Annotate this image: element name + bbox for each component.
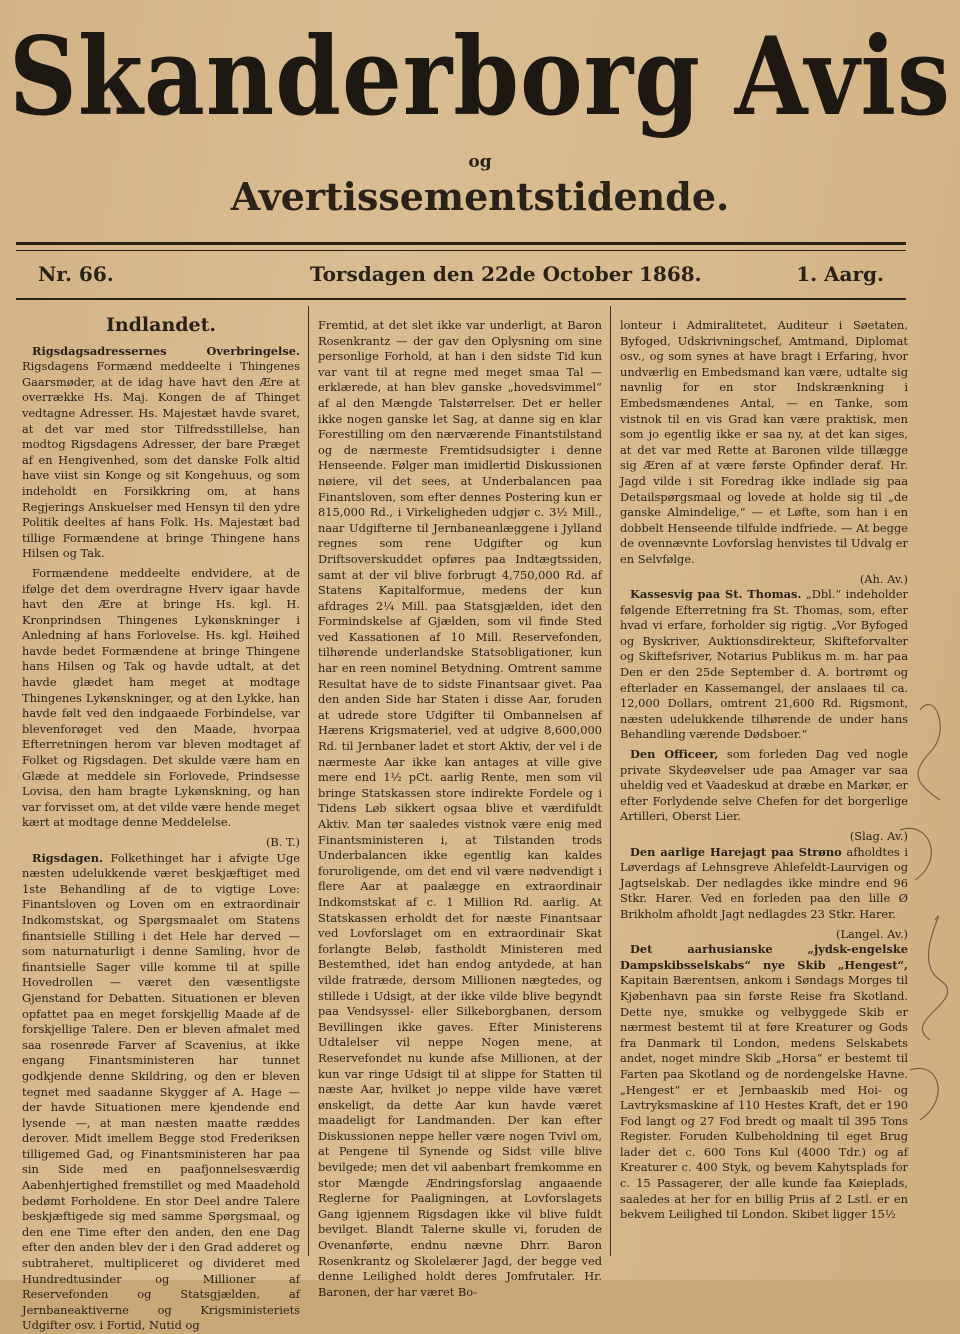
article-source: (Ah. Av.) [859,571,908,586]
article-dampskib: Det aarhusianske „jydsk-engelske Dampskibsselskabs“ nye Skib „Hengest“, Kapitain Bærentsen, ankom i Søndags Morges til Kjøbenhavn paa sin første Reise fra Skotland. Dette nye, smukke og velbyggede Skib er nærmest bestemt til at føre Kreaturer og Gods fra Danmark til London, medens Selskabets andet, noget mindre Skib „Horsa“ er bestemt til Farten paa Skotland og de nordengelske Havne. „Hengest“ er et Jernbaaskib med Hoi- og Lavtryksmaskine af 110 Hestes Kraft, det er 190 Fod langt og 27 Fod bredt og maalt til 395 Tons Register. Foruden Kulbeholdning til eget Brug lader det c. 600 Tons Kul (4000 Tdr.) og af Kreaturer c. 400 Styk, og bevem Kahytsplads for c. 15 Passagerer, der alle kunde faa Køieplads, saaledes at her for en billig Priis af 2 Lstl. er en bekvem Leilighed til London. Skibet ligger 15½ [620,942,908,1222]
article-lead: Den Officeer, [630,747,719,762]
column-divider-1 [308,306,309,1256]
newspaper-title: Skanderborg Avis [8,14,952,141]
title-conjunction: og [468,152,492,172]
column-divider-2 [610,306,611,1256]
article-kassesvig: Kassesvig paa St. Thomas. „Dbl.“ indeholder følgende Efterretning fra St. Thomas, som, efter hvad vi erfare, forholder sig rigtig. „Vor Byfoged og Byskriver, Auktionsdirekteur, Skifteforvalter og Skiftefsriver, Notarius Publikus m. m. har paa Den er den 25de September d. A. bortrømt og efterlader en Kassemangel, der anslaaes til ca. 12,000 Dollars, omtrent 21,600 Rd. Rigsmont, næsten udelukkende tilhørende de under hans Behandling værende Dødsboer.“ [620,587,909,742]
column-3 [620,318,908,1258]
issue-number: Nr. 66. [38,262,114,286]
volume: 1. Aarg. [796,262,884,286]
article-paragraph: Formændene meddeelte endvidere, at de ifølge det dem overdragne Hverv igaar havde havt den Ære at bringe Hs. kgl. H. Kronprindsen Thingenes Lykønskninger i Anledning af hans Forlovelse. Hs. kgl. Høihed havde bedet Formændene at bringe Thingene hans Hilsen og Tak og havde udtalt, at det havde glædet ham meget at modtage Thingenes Lykønskninger, og at den Lykke, han havde følt ved den indgaaede Forbindelse, var blevenforøget ved den Maade, hvorpaa Efterretningen herom var bleven modtaget af Folket og Rigsdagen. Det skulde være ham en Glæde at meddele sin Forlovede, Prindsesse Lovisa, den ham bragte Lykønskning, og han var forvisset om, at det vilde være hende meget kært at modtage denne Meddelelse. [22,565,300,830]
section-heading: Indlandet. [105,314,217,336]
article-paragraph: Fremtid, at det slet ikke var underligt, at Baron Rosenkrantz — der gav den Oplysning om sine personlige Forhold, at han i den sidste Tid kun var vant til at regne med meget smaa Tal — erklærede, at han blev ganske „hovedsvimmel“ af al den Mængde Talstørrelser. Det er heller ikke nogen ganske let Sag, at danne sig en klar Forestilling om den nærværende Finantstilstand og de nærmeste Fremtidsudsigter i denne Henseende. Følger man imidlertid Diskussionen nøiere, vil det sees, at Underbalancen paa Finantsloven, som efter dennes Postering kun er 815,000 Rd., i Virkeligheden udgjør c. 3½ Mill., naar Udgifterne til Jernbaneanlæggene i Jylland regnes som rene Udgifter og kun Driftsoverskuddet opføres paa Indtægtssiden, samt at der vil blive forbrugt 4,750,000 Rd. af Statens Kapitalformue, medens der kun afdrages 2¼ Mill. paa Statsgjælden, idet den Formindskelse af Gjælden, som vil finde Sted ved Kassationen af 10 Mill. Reservefonden, tilhørende underlandske Statsobligationer, kun har en reen nominel Betydning. Omtrent samme Resultat have de to sidste Finantsaar givet. Paa den anden Side har Staten i disse Aar, foruden at udrede store Udgifter til Ombannelsen af Hærens Krigsmateriel, ved at udgive 8,600,000 Rd. til Jernbaner ladet et stort Aktiv, der vel i de nærmeste Aar ikke kan antages at ville give mere end 1½ pCt. aarlig Rente, men som vil bringe Statskassen store indirekte Fordele og i Tidens Løb sikkert ogsaa blive et værdifuldt Aktiv. Man tør saaledes vistnok være enig med Finantsministeren i, at Tilstanden trods Underbalancen ikke egentlig kan kaldes foruroligende, om det end vil være nødvendigt i flere Aar at paalægge en extraordinair Indkomstskat af c. 1 Million Rd. aarlig. At Statskassen erholdt det for næste Finantsaar ved Lovforslaget om en extraordinair Skat forlangte Beløb, fastholdt Ministeren med Bestemthed, idet han endog antydede, at han vilde fratræde, dersom Millionen nægtedes, og stillede i Udsigt, at der ikke vilde blive begyndt paa Vendsyssel- eller Silkeborgbanen, dersom Bevillingen ikke gaves. Efter Ministerens Udtalelser vil neppe Nogen mene, at Reservefondet nu kunde afse Millionen, at der kun var ringe Udsigt til at slippe for Statten til næste Aar, hvilket jo neppe vilde have været ønskeligt, da dette Aar kun havde været maadeligt for Landmanden. Der kan efter Diskussionen neppe heller være nogen Tvivl om, at Pengene til Synende og Sidst ville blive bevilgede; men det vil aabenbart fremkomme en stor Mængde Ændringsforslag angaaende Reglerne for Paaligningen, at Lovforslagets Gang igjennem Rigsdagen ikke vil blive fuldt bevilget. Blandt Talerne skulle vi, foruden de Ovenanførte, endnu nævne Dhrr. Baron Rosenkrantz og Skolelærer Jagd, der begge ved denne Leilighed holdt deres Jomfrutaler. Hr. Baronen, der har været Bo- [318,318,602,1299]
article-harejagt: Den aarlige Harejagt paa Strøno afholdtes i Løverdags af Lehnsgreve Ahlefeldt-Laurvigen og Jagtselskab. Der nedlagdes ikke mindre end 96 Stkr. Harer. Ved en forleden paa den lille Ø Brikholm afholdt Jagt nedlagdes 23 Stkr. Harer. [620,844,908,921]
article-lead: Rigsdagsadressernes Overbringelse. [32,343,300,358]
article-source: (Langel. Av.) [836,926,908,941]
article-rigsdagen: Rigsdagen. Folkethinget har i afvigte Uge næsten udelukkende været beskjæftiget med 1ste Behandling af de to vigtige Love: Finantsloven og Loven om en extraordinair Indkomstskat, og Spørgsmaalet om Statens finantsielle Stilling i det Hele har derved — som naturnaturligt i denne Samling, hvor de finantsielle Sager ville komme til at spille Hovedrollen — været den væsentligste Gjenstand for Debatten. Situationen er bleven opfattet paa en meget forskjellig Maade af de forskjellige Talere. Den er bleven afmalet med saa rosenrøde Farver af Scavenius, at ikke engang Finantsministeren har tunnet godkjende denne Skildring, og den er bleven tegnet med saadanne Skygger af A. Hage — der havde Situationen mere kjendende end lysende —, at man næsten maatte ræddes derover. Midt imellem Begge stod Frederiksen tilligemed Gad, og Finantsministeren har paa sin Side med en paafjonnelsesværdig Aabenhjertighed fremstillet og med Maadehold bedømt Forholdene. En stor Deel andre Talere beskjæftigede sig med samme Spørgsmaal, og den ene Time efter den anden, den ene Dag efter den anden blev der i den Grad adderet og subtraheret, multipliceret og divideret med Hundredtusinder og Millioner af Reservefonden og Statsgjælden, af Jernbaneaktiverne og Krigsministeriets Udgifter osv. i Fortid, Nutid og [22,850,301,1333]
newspaper-subtitle: Avertissementstidende. [230,174,730,219]
article-source: (Slag. Av.) [849,829,908,843]
article-lead: Rigsdagen. [32,850,103,865]
masthead-rule-thin [16,250,906,251]
column-2 [318,318,602,1299]
article-paragraph: lonteur i Admiralitetet, Auditeur i Søetaten, Byfoged, Udskrivningschef, Amtmand, Diplomat osv., og som synes at have bragt i Erfaring, hvor undværlig en Embedsmand kan være, udtalte sig navnlig for en stor Indskrænkning i Embedsmændenes Antal, — en Tanke, som vistnok til en vis Grad kan være praktisk, men som jo egentlig ikke er saa ny, at det kan siges, at det var med Rette at Baronen vilde tillægge sig Æren af at være første Opfinder deraf. Hr. Jagd vilde i sit Foredrag ikke indlade sig paa Detailspørgsmaal og lovede at holde sig til „de ganske Almindelige,“ — et Løfte, som han i en dobbelt Henseende tilfulde indfriede. — At begge de ovennævnte Lovforslag henvistes til Udvalg er en Selvfølge. [620,318,908,566]
dateline [38,262,884,294]
article-lead: Den aarlige Harejagt paa Strøno [630,844,842,859]
article-rigsdagsadresser: Rigsdagsadressernes Overbringelse. Rigsdagens Formænd meddeelte i Thingenes Gaarsmøder, at de idag have havt den Ære at overrække Hs. Maj. Kongen de af Thinget vedtagne Adresser. Hs. Majestæt havde svaret, at det var med stor Tilfredsstillelse, han modtog Rigsdagens Adresser, der bare Præget af en Hengivenhed, som det danske Folk altid have viist sin Konge og sit Kongehuus, og som indeholdt en Forsikkring om, at hans Regjerings Anskuelser med Hensyn til den ydre Politik deeltes af hans Folk. Hs. Majestæt bad tillige Formændene at bringe Thingene hans Hilsen og Tak. [22,343,300,561]
handwritten-scribble [880,600,960,1160]
dateline-rule [16,298,906,300]
masthead [0,14,960,219]
column-1 [22,314,301,1333]
issue-date: Torsdagen den 22de October 1868. [310,262,702,286]
article-lead: Kassesvig paa St. Thomas. [630,587,802,602]
article-officeer: Den Officeer, som forleden Dag ved nogle private Skydeøvelser ude paa Amager var saa uheldig ved et Vaadeskud at dræbe en Markør, er efter Forlydende selve Chefen for det borgerlige Artilleri, Oberst Lier. [620,747,908,824]
article-source: (B. T.) [265,835,300,849]
masthead-rule-top [16,242,906,245]
article-lead: Det aarhusianske „jydsk-engelske Dampskibsselskabs“ nye Skib „Hengest“, [620,942,908,972]
